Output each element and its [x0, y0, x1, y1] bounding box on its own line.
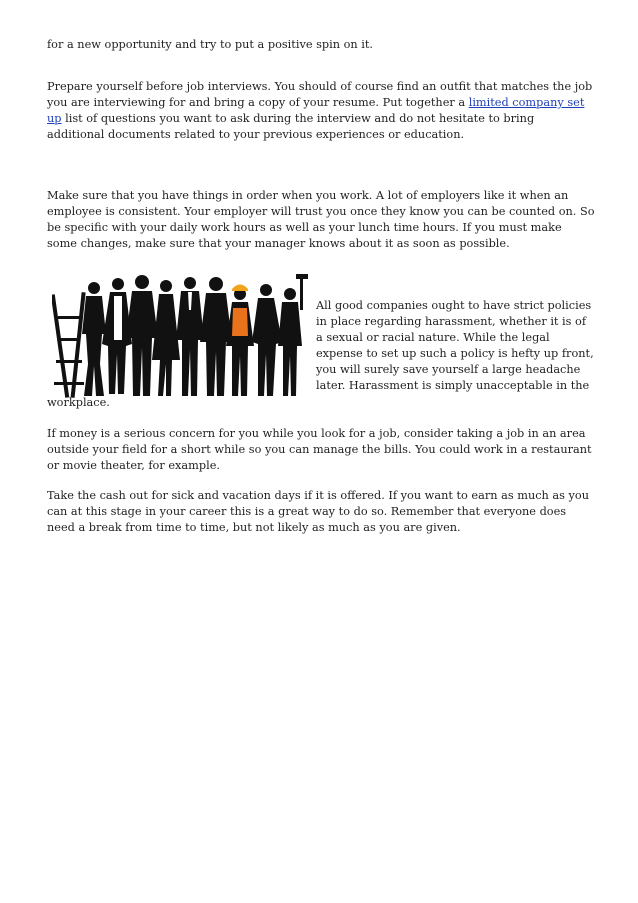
worker-figure-icon — [200, 277, 232, 396]
workers-silhouette-image — [52, 274, 310, 398]
paragraph-cash-out: Take the cash out for sick and vacation days if it is offered. If you want to earn as much as you can at this stage in your career this is a great way to do so. Remember that everyone does need a break from time to time, but not likely as much as you are given. — [47, 489, 590, 534]
worker-figure-icon — [152, 280, 180, 396]
worker-figure-icon — [226, 285, 254, 397]
worker-figure-icon — [176, 277, 204, 396]
paragraph-consistency: Make sure that you have things in order when you work. A lot of employers like it when an employee is consistent. Your employer will trust you once they know you can be counted on. So be specific with your daily work hours as well as your lunch time hours. If you must make some changes, make sure that your manager knows about it as soon as possible. — [47, 189, 595, 250]
ladder-icon — [52, 292, 86, 398]
worker-figure-icon — [278, 274, 308, 396]
limited-company-link[interactable]: limited company set up — [47, 96, 585, 125]
worker-figure-icon — [126, 275, 158, 396]
paragraph-text: Prepare yourself before job interviews. You should of course find an outfit that matches the job you are interviewing for and bring a copy of your resume. Put together a — [47, 80, 593, 109]
paragraph-intro: for a new opportunity and try to put a positive spin on it. — [47, 38, 374, 51]
paragraph-harassment: All good companies ought to have strict policies in place regarding harassment, whether it is of a sexual or racial nature. While the legal expense to set up such a policy is hefty up front, you will surely save yourself a large headache later. Harassment is simply unacceptable in the — [316, 299, 594, 392]
worker-figure-icon — [82, 282, 106, 396]
paragraph-money: If money is a serious concern for you while you look for a job, consider taking a job in an area outside your field for a short while so you can manage the bills. You could work in a restaurant or movie theater, for example. — [47, 427, 592, 472]
paragraph-interview-prep — [47, 79, 595, 143]
worker-figure-icon — [252, 284, 282, 396]
paragraph-harassment-tail: workplace. — [47, 396, 110, 409]
paragraph-text: list of questions you want to ask during the interview and do not hesitate to bring additional documents related to your previous experiences or education. — [47, 112, 535, 141]
